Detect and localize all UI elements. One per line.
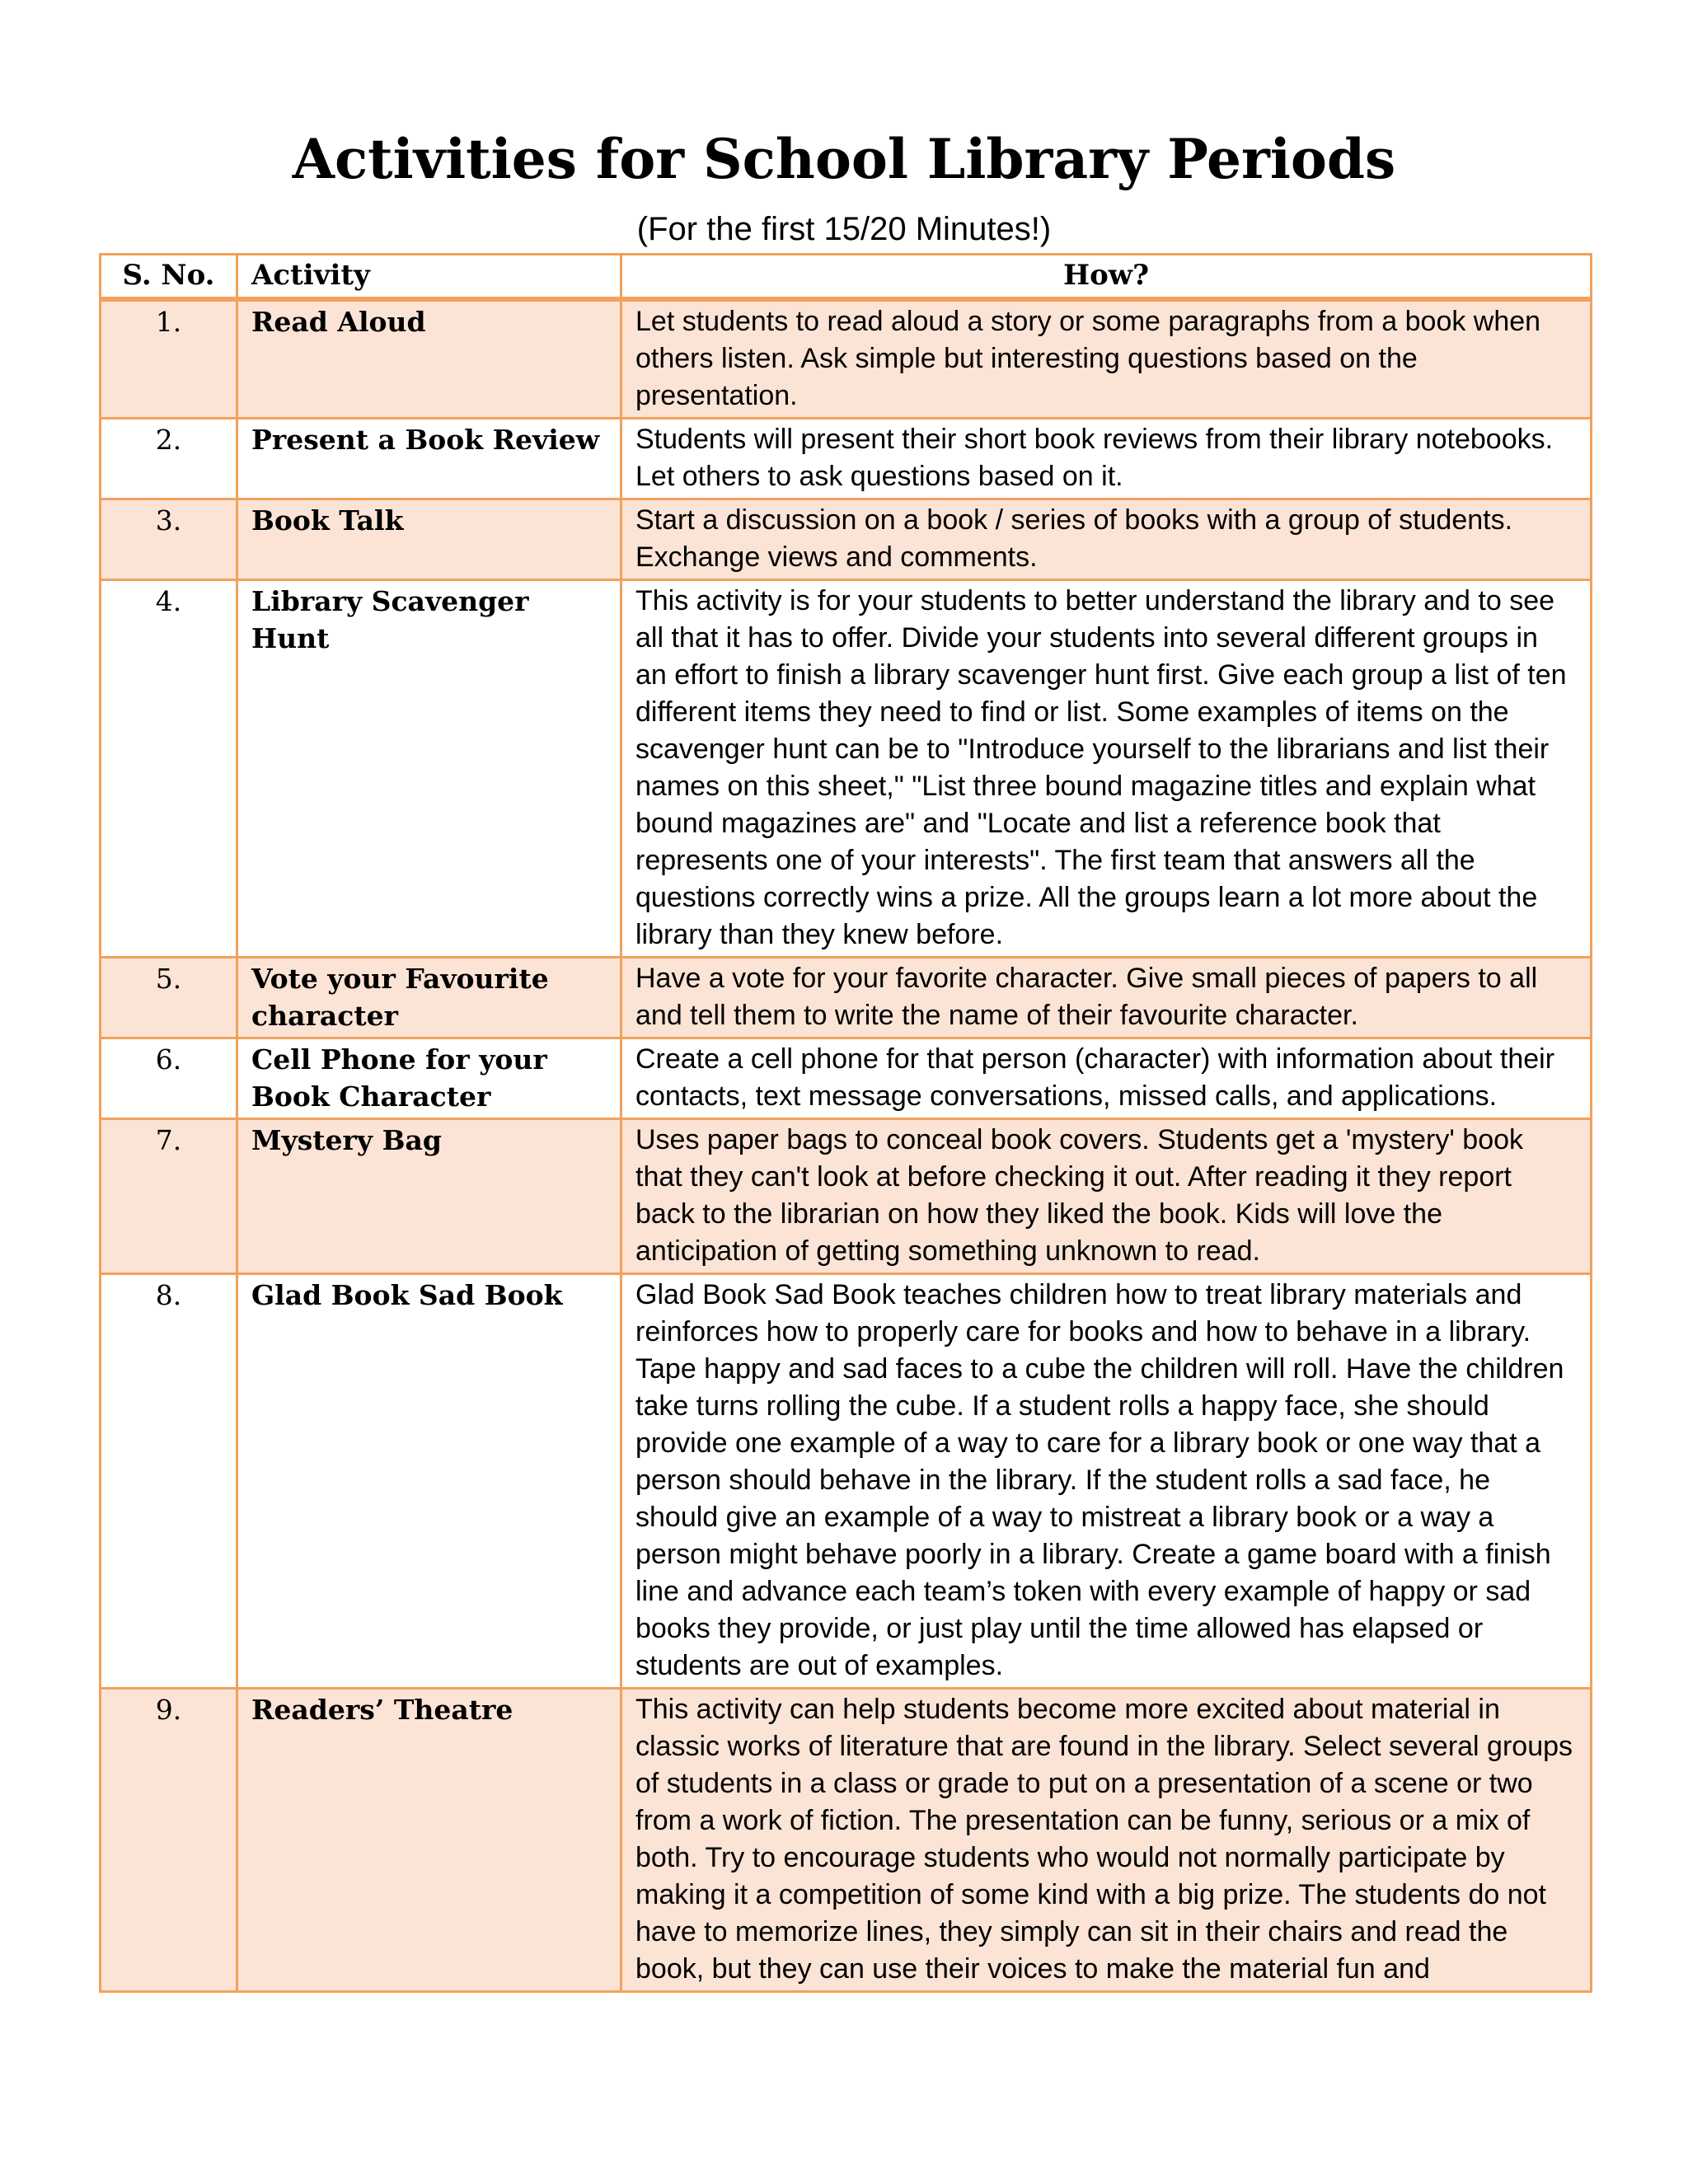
row-activity-name: Book Talk	[237, 499, 621, 580]
row-serial-number: 2.	[101, 419, 237, 499]
row-activity-description: This activity is for your students to better understand the library and to see all that it has to offer. Divide your students into several different groups in an effort to finish a library scavenger hunt first. Give each group a list of ten different items they need to find or list. Some examples of items on the scavenger hunt can be to "Introduce yourself to the librarians and list their names on this sheet," "List three bound magazine titles and explain what bound magazines are" and "Locate and list a reference book that represents one of your interests". The first team that answers all the questions correctly wins a prize. All the groups learn a lot more about the library than they knew before.	[621, 580, 1592, 958]
row-activity-description: Create a cell phone for that person (character) with information about their contacts, text message conversations, missed calls, and applications.	[621, 1038, 1592, 1119]
table-body	[101, 299, 1592, 1992]
row-activity-name: Read Aloud	[237, 299, 621, 419]
row-activity-name: Vote your Favourite character	[237, 958, 621, 1038]
row-activity-description: Let students to read aloud a story or some paragraphs from a book when others listen. Ask simple but interesting questions based on the presentation.	[621, 299, 1592, 419]
row-serial-number: 9.	[101, 1689, 237, 1992]
table-row	[101, 1274, 1592, 1689]
row-serial-number: 7.	[101, 1119, 237, 1274]
row-serial-number: 3.	[101, 499, 237, 580]
row-activity-name: Present a Book Review	[237, 419, 621, 499]
header-row	[101, 255, 1592, 300]
row-activity-description: Start a discussion on a book / series of books with a group of students. Exchange views and comments.	[621, 499, 1592, 580]
table-row	[101, 958, 1592, 1038]
table-row	[101, 1119, 1592, 1274]
table-row	[101, 419, 1592, 499]
row-activity-description: Students will present their short book reviews from their library notebooks. Let others to ask questions based on it.	[621, 419, 1592, 499]
table-row	[101, 499, 1592, 580]
row-activity-name: Readers’ Theatre	[237, 1689, 621, 1992]
row-activity-description: Glad Book Sad Book teaches children how to treat library materials and reinforces how to properly care for books and how to behave in a library. Tape happy and sad faces to a cube the children will roll. Have the children take turns rolling the cube. If a student rolls a happy face, she should provide one example of a way to care for a library book or one way that a person should behave in the library. If the student rolls a sad face, he should give an example of a way to mistreat a library book or a way a person might behave poorly in a library. Create a game board with a finish line and advance each team’s token with every example of happy or sad books they provide, or just play until the time allowed has elapsed or students are out of examples.	[621, 1274, 1592, 1689]
row-activity-name: Mystery Bag	[237, 1119, 621, 1274]
table-row	[101, 580, 1592, 958]
column-header-how: How?	[621, 255, 1592, 300]
row-activity-description: This activity can help students become more excited about material in classic works of literature that are found in the library. Select several groups of students in a class or grade to put on a presentation of a scene or two from a work of fiction. The presentation can be funny, serious or a mix of both. Try to encourage students who would not normally participate by making it a competition of some kind with a big prize. The students do not have to memorize lines, they simply can sit in their chairs and read the book, but they can use their voices to make the material fun and	[621, 1689, 1592, 1992]
table-row	[101, 1689, 1592, 1992]
row-serial-number: 8.	[101, 1274, 237, 1689]
row-serial-number: 6.	[101, 1038, 237, 1119]
row-serial-number: 1.	[101, 299, 237, 419]
activities-table	[99, 253, 1592, 1993]
row-activity-name: Glad Book Sad Book	[237, 1274, 621, 1689]
row-activity-description: Uses paper bags to conceal book covers. Students get a 'mystery' book that they can't look at before checking it out. After reading it they report back to the librarian on how they liked the book. Kids will love the anticipation of getting something unknown to read.	[621, 1119, 1592, 1274]
row-activity-name: Library Scavenger Hunt	[237, 580, 621, 958]
table-row	[101, 1038, 1592, 1119]
column-header-sno: S. No.	[101, 255, 237, 300]
table-header	[101, 255, 1592, 300]
column-header-activity: Activity	[237, 255, 621, 300]
row-activity-description: Have a vote for your favorite character. Give small pieces of papers to all and tell them to write the name of their favourite character.	[621, 958, 1592, 1038]
page-subtitle: (For the first 15/20 Minutes!)	[636, 211, 1052, 247]
table-row	[101, 299, 1592, 419]
row-serial-number: 4.	[101, 580, 237, 958]
page-title: Activities for School Library Periods	[292, 127, 1396, 191]
row-serial-number: 5.	[101, 958, 237, 1038]
row-activity-name: Cell Phone for your Book Character	[237, 1038, 621, 1119]
